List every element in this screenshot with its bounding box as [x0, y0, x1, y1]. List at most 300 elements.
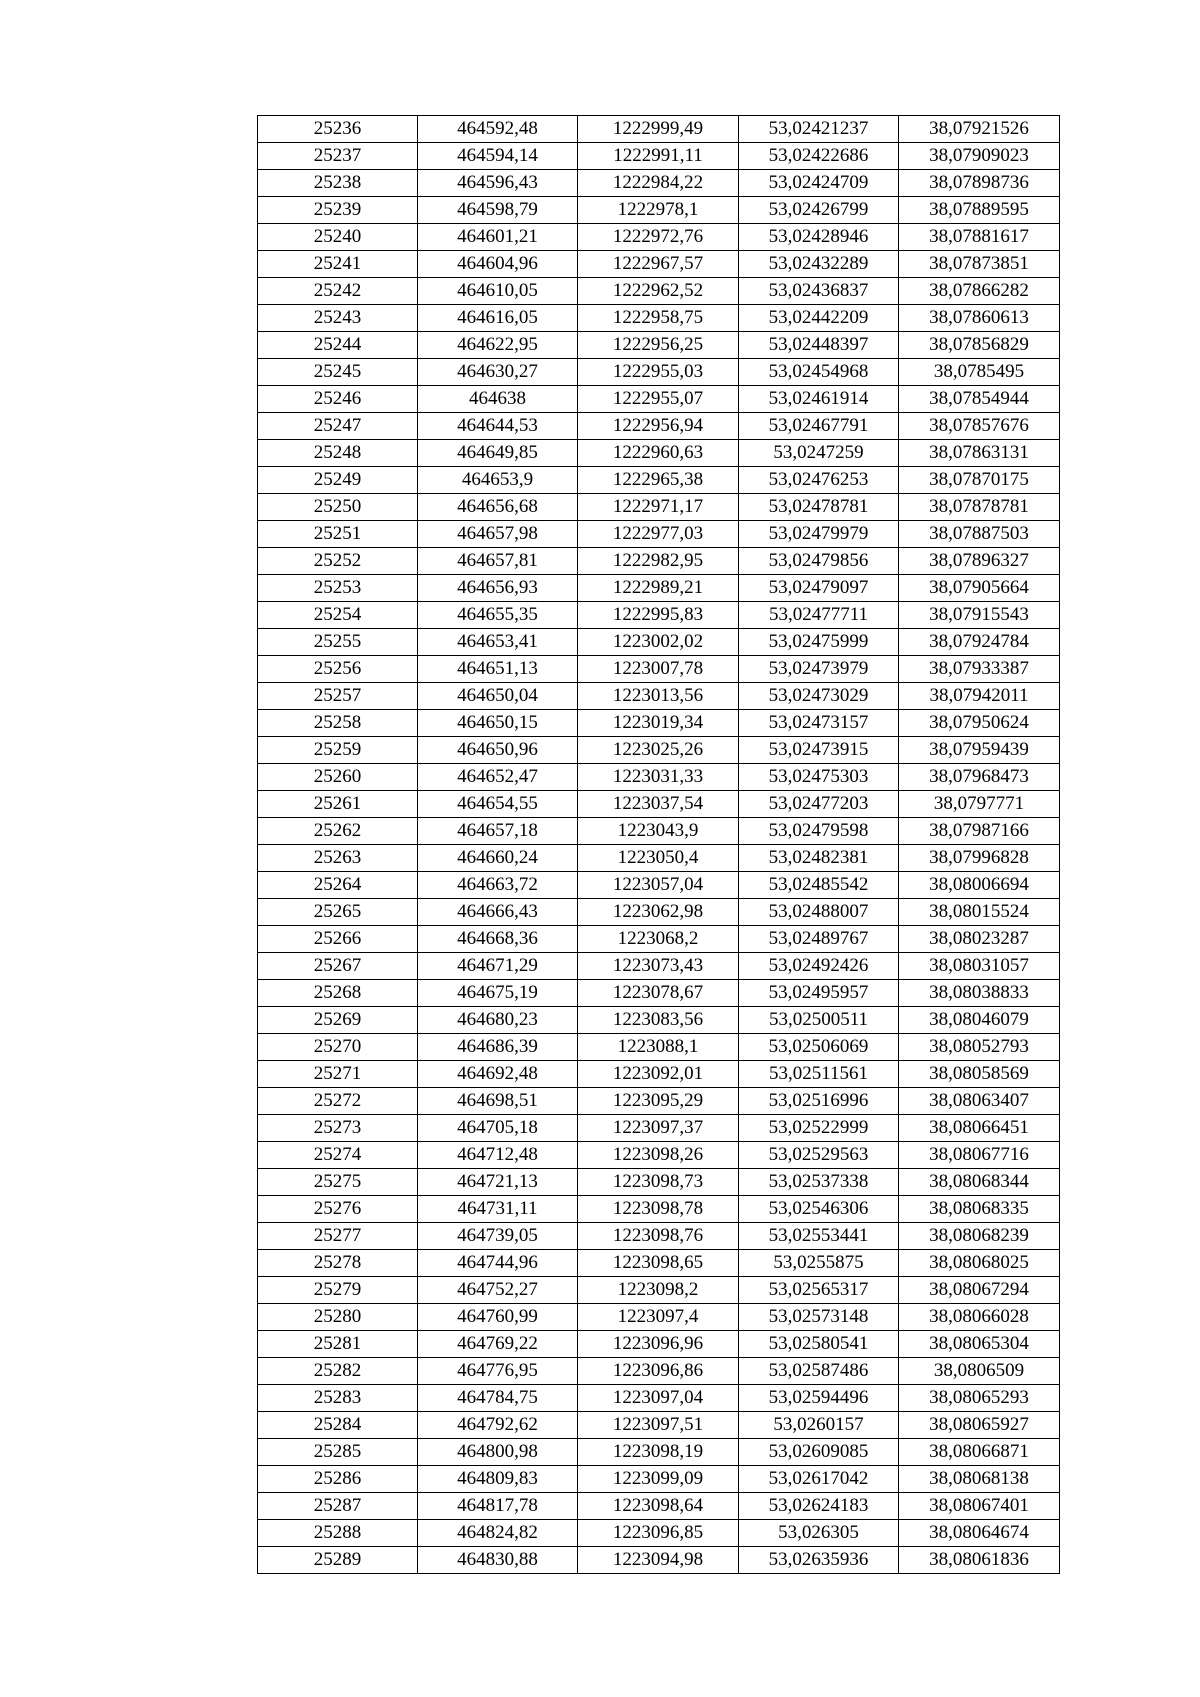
latitude-cell: 53,02624183 [739, 1493, 899, 1520]
x-coordinate-cell: 464651,13 [418, 656, 578, 683]
x-coordinate-cell: 464731,11 [418, 1196, 578, 1223]
x-coordinate-cell: 464705,18 [418, 1115, 578, 1142]
point-id-cell: 25272 [258, 1088, 418, 1115]
latitude-cell: 53,02475999 [739, 629, 899, 656]
table-row [258, 251, 1060, 278]
table-row [258, 143, 1060, 170]
table-row [258, 332, 1060, 359]
x-coordinate-cell: 464692,48 [418, 1061, 578, 1088]
longitude-cell: 38,08064674 [899, 1520, 1060, 1547]
y-coordinate-cell: 1222958,75 [578, 305, 739, 332]
table-row [258, 494, 1060, 521]
longitude-cell: 38,07854944 [899, 386, 1060, 413]
table-row [258, 1358, 1060, 1385]
y-coordinate-cell: 1223013,56 [578, 683, 739, 710]
x-coordinate-cell: 464594,14 [418, 143, 578, 170]
table-row [258, 1385, 1060, 1412]
latitude-cell: 53,02426799 [739, 197, 899, 224]
table-row [258, 224, 1060, 251]
point-id-cell: 25265 [258, 899, 418, 926]
latitude-cell: 53,02479856 [739, 548, 899, 575]
x-coordinate-cell: 464638 [418, 386, 578, 413]
table-row [258, 1196, 1060, 1223]
point-id-cell: 25287 [258, 1493, 418, 1520]
latitude-cell: 53,02442209 [739, 305, 899, 332]
longitude-cell: 38,08065293 [899, 1385, 1060, 1412]
point-id-cell: 25285 [258, 1439, 418, 1466]
longitude-cell: 38,07996828 [899, 845, 1060, 872]
latitude-cell: 53,02454968 [739, 359, 899, 386]
x-coordinate-cell: 464686,39 [418, 1034, 578, 1061]
latitude-cell: 53,0260157 [739, 1412, 899, 1439]
longitude-cell: 38,07905664 [899, 575, 1060, 602]
longitude-cell: 38,07870175 [899, 467, 1060, 494]
latitude-cell: 53,02495957 [739, 980, 899, 1007]
table-row [258, 1115, 1060, 1142]
longitude-cell: 38,07909023 [899, 143, 1060, 170]
longitude-cell: 38,08038833 [899, 980, 1060, 1007]
point-id-cell: 25267 [258, 953, 418, 980]
y-coordinate-cell: 1223068,2 [578, 926, 739, 953]
y-coordinate-cell: 1223083,56 [578, 1007, 739, 1034]
point-id-cell: 25288 [258, 1520, 418, 1547]
longitude-cell: 38,07856829 [899, 332, 1060, 359]
x-coordinate-cell: 464596,43 [418, 170, 578, 197]
table-row [258, 602, 1060, 629]
table-row [258, 413, 1060, 440]
point-id-cell: 25253 [258, 575, 418, 602]
table-row [258, 575, 1060, 602]
y-coordinate-cell: 1222955,03 [578, 359, 739, 386]
longitude-cell: 38,08065304 [899, 1331, 1060, 1358]
point-id-cell: 25243 [258, 305, 418, 332]
point-id-cell: 25241 [258, 251, 418, 278]
table-row [258, 548, 1060, 575]
point-id-cell: 25271 [258, 1061, 418, 1088]
x-coordinate-cell: 464666,43 [418, 899, 578, 926]
point-id-cell: 25283 [258, 1385, 418, 1412]
y-coordinate-cell: 1223097,04 [578, 1385, 739, 1412]
table-row [258, 1169, 1060, 1196]
y-coordinate-cell: 1222960,63 [578, 440, 739, 467]
point-id-cell: 25270 [258, 1034, 418, 1061]
table-row [258, 629, 1060, 656]
x-coordinate-cell: 464712,48 [418, 1142, 578, 1169]
longitude-cell: 38,07889595 [899, 197, 1060, 224]
x-coordinate-cell: 464739,05 [418, 1223, 578, 1250]
longitude-cell: 38,07881617 [899, 224, 1060, 251]
latitude-cell: 53,02488007 [739, 899, 899, 926]
y-coordinate-cell: 1222972,76 [578, 224, 739, 251]
y-coordinate-cell: 1223098,73 [578, 1169, 739, 1196]
x-coordinate-cell: 464809,83 [418, 1466, 578, 1493]
y-coordinate-cell: 1223078,67 [578, 980, 739, 1007]
x-coordinate-cell: 464650,04 [418, 683, 578, 710]
longitude-cell: 38,07968473 [899, 764, 1060, 791]
point-id-cell: 25284 [258, 1412, 418, 1439]
longitude-cell: 38,08058569 [899, 1061, 1060, 1088]
x-coordinate-cell: 464671,29 [418, 953, 578, 980]
point-id-cell: 25263 [258, 845, 418, 872]
y-coordinate-cell: 1223098,26 [578, 1142, 739, 1169]
longitude-cell: 38,07898736 [899, 170, 1060, 197]
y-coordinate-cell: 1222962,52 [578, 278, 739, 305]
latitude-cell: 53,02473979 [739, 656, 899, 683]
latitude-cell: 53,02479097 [739, 575, 899, 602]
table-row [258, 926, 1060, 953]
x-coordinate-cell: 464652,47 [418, 764, 578, 791]
x-coordinate-cell: 464668,36 [418, 926, 578, 953]
latitude-cell: 53,02479979 [739, 521, 899, 548]
table-row [258, 1520, 1060, 1547]
y-coordinate-cell: 1222999,49 [578, 116, 739, 143]
table-row [258, 1223, 1060, 1250]
point-id-cell: 25242 [258, 278, 418, 305]
table-row [258, 1250, 1060, 1277]
table-row [258, 1412, 1060, 1439]
y-coordinate-cell: 1223099,09 [578, 1466, 739, 1493]
y-coordinate-cell: 1222955,07 [578, 386, 739, 413]
table-row [258, 1304, 1060, 1331]
longitude-cell: 38,0797771 [899, 791, 1060, 818]
table-row [258, 683, 1060, 710]
longitude-cell: 38,0806509 [899, 1358, 1060, 1385]
point-id-cell: 25239 [258, 197, 418, 224]
x-coordinate-cell: 464592,48 [418, 116, 578, 143]
latitude-cell: 53,02475303 [739, 764, 899, 791]
longitude-cell: 38,07915543 [899, 602, 1060, 629]
latitude-cell: 53,02492426 [739, 953, 899, 980]
y-coordinate-cell: 1223062,98 [578, 899, 739, 926]
point-id-cell: 25260 [258, 764, 418, 791]
latitude-cell: 53,02489767 [739, 926, 899, 953]
latitude-cell: 53,0255875 [739, 1250, 899, 1277]
latitude-cell: 53,02473157 [739, 710, 899, 737]
table-row [258, 710, 1060, 737]
y-coordinate-cell: 1223094,98 [578, 1547, 739, 1574]
longitude-cell: 38,07857676 [899, 413, 1060, 440]
point-id-cell: 25266 [258, 926, 418, 953]
table-row [258, 764, 1060, 791]
latitude-cell: 53,02422686 [739, 143, 899, 170]
y-coordinate-cell: 1223057,04 [578, 872, 739, 899]
longitude-cell: 38,07987166 [899, 818, 1060, 845]
y-coordinate-cell: 1222965,38 [578, 467, 739, 494]
point-id-cell: 25254 [258, 602, 418, 629]
point-id-cell: 25248 [258, 440, 418, 467]
latitude-cell: 53,02473029 [739, 683, 899, 710]
longitude-cell: 38,07887503 [899, 521, 1060, 548]
point-id-cell: 25249 [258, 467, 418, 494]
longitude-cell: 38,08023287 [899, 926, 1060, 953]
latitude-cell: 53,02587486 [739, 1358, 899, 1385]
longitude-cell: 38,07942011 [899, 683, 1060, 710]
latitude-cell: 53,02478781 [739, 494, 899, 521]
latitude-cell: 53,026305 [739, 1520, 899, 1547]
x-coordinate-cell: 464675,19 [418, 980, 578, 1007]
latitude-cell: 53,02609085 [739, 1439, 899, 1466]
latitude-cell: 53,02477203 [739, 791, 899, 818]
x-coordinate-cell: 464657,98 [418, 521, 578, 548]
point-id-cell: 25258 [258, 710, 418, 737]
y-coordinate-cell: 1223098,2 [578, 1277, 739, 1304]
longitude-cell: 38,07924784 [899, 629, 1060, 656]
longitude-cell: 38,08066871 [899, 1439, 1060, 1466]
longitude-cell: 38,08046079 [899, 1007, 1060, 1034]
latitude-cell: 53,02522999 [739, 1115, 899, 1142]
point-id-cell: 25252 [258, 548, 418, 575]
latitude-cell: 53,02421237 [739, 116, 899, 143]
point-id-cell: 25289 [258, 1547, 418, 1574]
table-row [258, 845, 1060, 872]
latitude-cell: 53,02479598 [739, 818, 899, 845]
table-row [258, 1034, 1060, 1061]
coordinate-table-body [258, 116, 1060, 1574]
latitude-cell: 53,02436837 [739, 278, 899, 305]
x-coordinate-cell: 464784,75 [418, 1385, 578, 1412]
longitude-cell: 38,08067401 [899, 1493, 1060, 1520]
y-coordinate-cell: 1222956,94 [578, 413, 739, 440]
longitude-cell: 38,08066451 [899, 1115, 1060, 1142]
point-id-cell: 25275 [258, 1169, 418, 1196]
x-coordinate-cell: 464630,27 [418, 359, 578, 386]
y-coordinate-cell: 1222984,22 [578, 170, 739, 197]
table-row [258, 278, 1060, 305]
point-id-cell: 25256 [258, 656, 418, 683]
longitude-cell: 38,08068025 [899, 1250, 1060, 1277]
y-coordinate-cell: 1223073,43 [578, 953, 739, 980]
table-row [258, 1493, 1060, 1520]
y-coordinate-cell: 1222995,83 [578, 602, 739, 629]
longitude-cell: 38,07873851 [899, 251, 1060, 278]
y-coordinate-cell: 1223007,78 [578, 656, 739, 683]
longitude-cell: 38,08068138 [899, 1466, 1060, 1493]
y-coordinate-cell: 1222971,17 [578, 494, 739, 521]
longitude-cell: 38,07933387 [899, 656, 1060, 683]
table-row [258, 737, 1060, 764]
longitude-cell: 38,08067716 [899, 1142, 1060, 1169]
x-coordinate-cell: 464604,96 [418, 251, 578, 278]
x-coordinate-cell: 464760,99 [418, 1304, 578, 1331]
point-id-cell: 25262 [258, 818, 418, 845]
latitude-cell: 53,02516996 [739, 1088, 899, 1115]
point-id-cell: 25280 [258, 1304, 418, 1331]
y-coordinate-cell: 1223098,76 [578, 1223, 739, 1250]
x-coordinate-cell: 464601,21 [418, 224, 578, 251]
y-coordinate-cell: 1222967,57 [578, 251, 739, 278]
longitude-cell: 38,08052793 [899, 1034, 1060, 1061]
y-coordinate-cell: 1223096,86 [578, 1358, 739, 1385]
y-coordinate-cell: 1223095,29 [578, 1088, 739, 1115]
longitude-cell: 38,07959439 [899, 737, 1060, 764]
latitude-cell: 53,02476253 [739, 467, 899, 494]
table-row [258, 1439, 1060, 1466]
table-row [258, 359, 1060, 386]
point-id-cell: 25281 [258, 1331, 418, 1358]
table-row [258, 818, 1060, 845]
longitude-cell: 38,08068335 [899, 1196, 1060, 1223]
latitude-cell: 53,02473915 [739, 737, 899, 764]
table-row [258, 899, 1060, 926]
table-row [258, 1466, 1060, 1493]
latitude-cell: 53,02467791 [739, 413, 899, 440]
y-coordinate-cell: 1223096,85 [578, 1520, 739, 1547]
point-id-cell: 25268 [258, 980, 418, 1007]
point-id-cell: 25250 [258, 494, 418, 521]
y-coordinate-cell: 1222991,11 [578, 143, 739, 170]
latitude-cell: 53,02565317 [739, 1277, 899, 1304]
x-coordinate-cell: 464650,15 [418, 710, 578, 737]
latitude-cell: 53,02448397 [739, 332, 899, 359]
x-coordinate-cell: 464657,81 [418, 548, 578, 575]
x-coordinate-cell: 464663,72 [418, 872, 578, 899]
x-coordinate-cell: 464657,18 [418, 818, 578, 845]
point-id-cell: 25237 [258, 143, 418, 170]
latitude-cell: 53,02537338 [739, 1169, 899, 1196]
point-id-cell: 25238 [258, 170, 418, 197]
point-id-cell: 25240 [258, 224, 418, 251]
point-id-cell: 25274 [258, 1142, 418, 1169]
x-coordinate-cell: 464752,27 [418, 1277, 578, 1304]
longitude-cell: 38,08063407 [899, 1088, 1060, 1115]
latitude-cell: 53,02580541 [739, 1331, 899, 1358]
latitude-cell: 53,02594496 [739, 1385, 899, 1412]
x-coordinate-cell: 464655,35 [418, 602, 578, 629]
y-coordinate-cell: 1223019,34 [578, 710, 739, 737]
table-row [258, 1007, 1060, 1034]
x-coordinate-cell: 464721,13 [418, 1169, 578, 1196]
table-row [258, 1547, 1060, 1574]
x-coordinate-cell: 464792,62 [418, 1412, 578, 1439]
point-id-cell: 25279 [258, 1277, 418, 1304]
x-coordinate-cell: 464698,51 [418, 1088, 578, 1115]
longitude-cell: 38,07878781 [899, 494, 1060, 521]
x-coordinate-cell: 464830,88 [418, 1547, 578, 1574]
table-row [258, 656, 1060, 683]
x-coordinate-cell: 464824,82 [418, 1520, 578, 1547]
y-coordinate-cell: 1222982,95 [578, 548, 739, 575]
x-coordinate-cell: 464776,95 [418, 1358, 578, 1385]
latitude-cell: 53,02635936 [739, 1547, 899, 1574]
y-coordinate-cell: 1223043,9 [578, 818, 739, 845]
table-row [258, 980, 1060, 1007]
table-row [258, 1088, 1060, 1115]
x-coordinate-cell: 464598,79 [418, 197, 578, 224]
y-coordinate-cell: 1223097,4 [578, 1304, 739, 1331]
latitude-cell: 53,02546306 [739, 1196, 899, 1223]
y-coordinate-cell: 1223098,78 [578, 1196, 739, 1223]
longitude-cell: 38,08068239 [899, 1223, 1060, 1250]
point-id-cell: 25277 [258, 1223, 418, 1250]
longitude-cell: 38,07863131 [899, 440, 1060, 467]
point-id-cell: 25236 [258, 116, 418, 143]
x-coordinate-cell: 464800,98 [418, 1439, 578, 1466]
point-id-cell: 25257 [258, 683, 418, 710]
y-coordinate-cell: 1223097,37 [578, 1115, 739, 1142]
x-coordinate-cell: 464656,68 [418, 494, 578, 521]
point-id-cell: 25261 [258, 791, 418, 818]
point-id-cell: 25247 [258, 413, 418, 440]
latitude-cell: 53,02485542 [739, 872, 899, 899]
y-coordinate-cell: 1223098,19 [578, 1439, 739, 1466]
y-coordinate-cell: 1223098,65 [578, 1250, 739, 1277]
y-coordinate-cell: 1223096,96 [578, 1331, 739, 1358]
point-id-cell: 25273 [258, 1115, 418, 1142]
table-row [258, 521, 1060, 548]
y-coordinate-cell: 1222977,03 [578, 521, 739, 548]
latitude-cell: 53,02477711 [739, 602, 899, 629]
latitude-cell: 53,02500511 [739, 1007, 899, 1034]
point-id-cell: 25255 [258, 629, 418, 656]
latitude-cell: 53,02432289 [739, 251, 899, 278]
table-row [258, 197, 1060, 224]
y-coordinate-cell: 1223050,4 [578, 845, 739, 872]
latitude-cell: 53,02506069 [739, 1034, 899, 1061]
point-id-cell: 25259 [258, 737, 418, 764]
x-coordinate-cell: 464660,24 [418, 845, 578, 872]
x-coordinate-cell: 464744,96 [418, 1250, 578, 1277]
table-row [258, 1331, 1060, 1358]
latitude-cell: 53,02424709 [739, 170, 899, 197]
latitude-cell: 53,02617042 [739, 1466, 899, 1493]
y-coordinate-cell: 1223002,02 [578, 629, 739, 656]
longitude-cell: 38,08015524 [899, 899, 1060, 926]
table-row [258, 1061, 1060, 1088]
y-coordinate-cell: 1223097,51 [578, 1412, 739, 1439]
point-id-cell: 25282 [258, 1358, 418, 1385]
point-id-cell: 25276 [258, 1196, 418, 1223]
x-coordinate-cell: 464817,78 [418, 1493, 578, 1520]
y-coordinate-cell: 1222956,25 [578, 332, 739, 359]
coordinate-table [257, 115, 1060, 1574]
x-coordinate-cell: 464616,05 [418, 305, 578, 332]
longitude-cell: 38,07950624 [899, 710, 1060, 737]
x-coordinate-cell: 464622,95 [418, 332, 578, 359]
x-coordinate-cell: 464656,93 [418, 575, 578, 602]
longitude-cell: 38,07921526 [899, 116, 1060, 143]
longitude-cell: 38,08066028 [899, 1304, 1060, 1331]
latitude-cell: 53,02529563 [739, 1142, 899, 1169]
point-id-cell: 25264 [258, 872, 418, 899]
x-coordinate-cell: 464680,23 [418, 1007, 578, 1034]
latitude-cell: 53,02482381 [739, 845, 899, 872]
y-coordinate-cell: 1223025,26 [578, 737, 739, 764]
y-coordinate-cell: 1223037,54 [578, 791, 739, 818]
x-coordinate-cell: 464649,85 [418, 440, 578, 467]
longitude-cell: 38,08065927 [899, 1412, 1060, 1439]
longitude-cell: 38,08068344 [899, 1169, 1060, 1196]
table-row [258, 386, 1060, 413]
table-row [258, 305, 1060, 332]
point-id-cell: 25251 [258, 521, 418, 548]
latitude-cell: 53,02573148 [739, 1304, 899, 1331]
latitude-cell: 53,02428946 [739, 224, 899, 251]
x-coordinate-cell: 464654,55 [418, 791, 578, 818]
x-coordinate-cell: 464653,9 [418, 467, 578, 494]
latitude-cell: 53,02511561 [739, 1061, 899, 1088]
longitude-cell: 38,08061836 [899, 1547, 1060, 1574]
longitude-cell: 38,08067294 [899, 1277, 1060, 1304]
longitude-cell: 38,08006694 [899, 872, 1060, 899]
x-coordinate-cell: 464650,96 [418, 737, 578, 764]
point-id-cell: 25246 [258, 386, 418, 413]
table-row [258, 872, 1060, 899]
point-id-cell: 25278 [258, 1250, 418, 1277]
point-id-cell: 25269 [258, 1007, 418, 1034]
table-row [258, 440, 1060, 467]
x-coordinate-cell: 464653,41 [418, 629, 578, 656]
y-coordinate-cell: 1223031,33 [578, 764, 739, 791]
